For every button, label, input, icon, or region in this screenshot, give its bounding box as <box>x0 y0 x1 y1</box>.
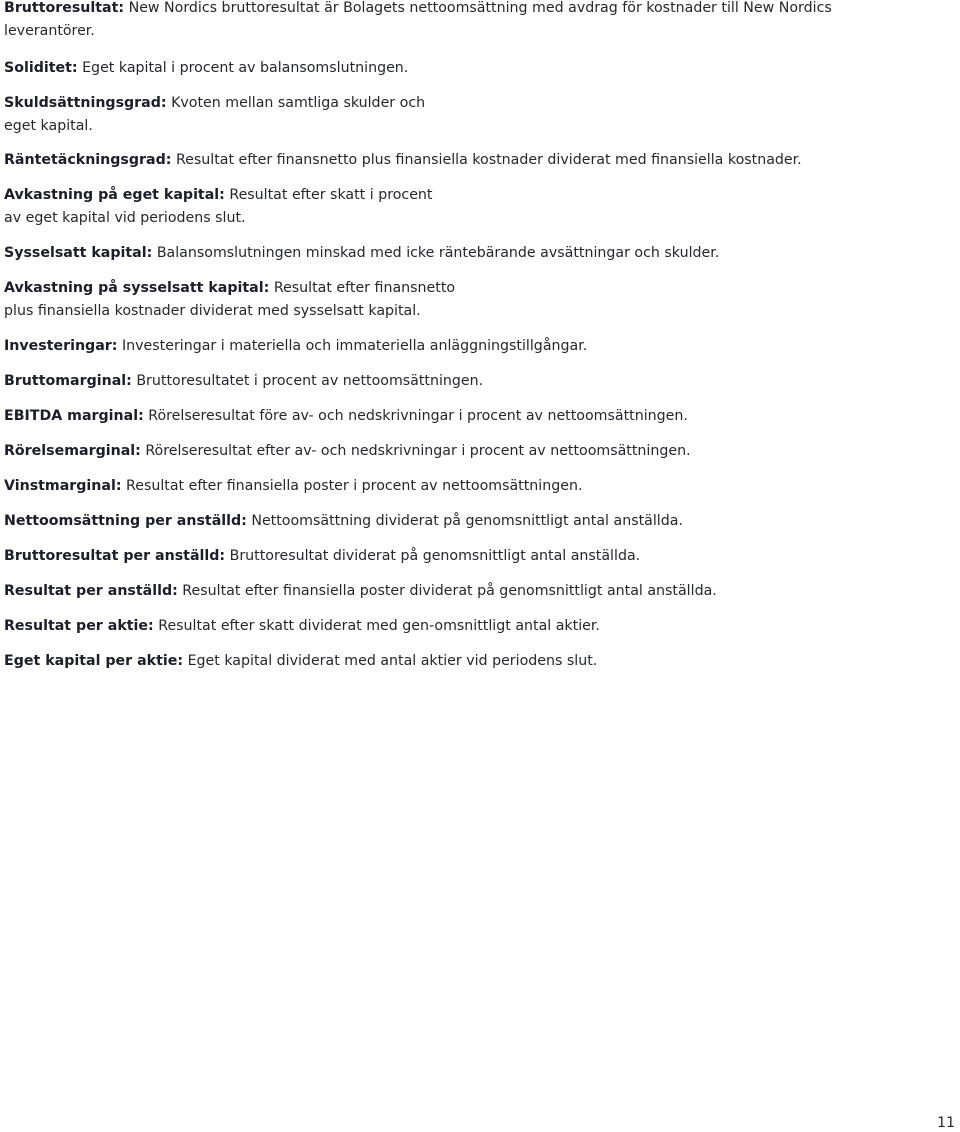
definition-soliditet <box>4 57 884 80</box>
definition-term: Resultat per anställd: <box>4 583 178 599</box>
definition-term: Eget kapital per aktie: <box>4 653 184 669</box>
definition-text: Eget kapital dividerat med antal aktier vid periodens slut. <box>187 653 598 669</box>
definition-term: Bruttoresultat: <box>4 0 125 16</box>
definition-ebitda-marginal <box>4 405 884 428</box>
definition-term: Avkastning på sysselsatt kapital: <box>4 280 270 296</box>
definition-text: Resultat efter finansnetto plus finansiella kostnader dividerat med finansiella kostnader. <box>175 152 802 168</box>
definition-text: Rörelseresultat före av- och nedskrivningar i procent av nettoomsättningen. <box>148 408 688 424</box>
definition-text: Resultat efter finansiella poster dividerat på genomsnittligt antal anställda. <box>182 583 717 599</box>
definition-term: Sysselsatt kapital: <box>4 245 153 261</box>
definition-bruttoresultat-per-anstalld <box>4 545 884 568</box>
definition-term: Räntetäckningsgrad: <box>4 152 172 168</box>
definition-text: Bruttoresultatet i procent av nettoomsättningen. <box>136 373 484 389</box>
definition-text: Resultat efter skatt i procent <box>229 187 433 203</box>
definition-term: Rörelsemarginal: <box>4 443 141 459</box>
definition-term: Bruttoresultat per anställd: <box>4 548 226 564</box>
definition-text: Balansomslutningen minskad med icke räntebärande avsättningar och skulder. <box>156 245 720 261</box>
definition-term: EBITDA marginal: <box>4 408 144 424</box>
definition-bruttomarginal <box>4 370 884 393</box>
definition-avkastning-eget-kapital <box>4 184 884 230</box>
definition-text-continued: av eget kapital vid periodens slut. <box>4 210 246 226</box>
definition-text-continued: eget kapital. <box>4 118 93 134</box>
definition-text: Resultat efter finansiella poster i procent av nettoomsättningen. <box>126 478 583 494</box>
definition-rorelsemarginal <box>4 440 884 463</box>
definition-term: Bruttomarginal: <box>4 373 132 389</box>
definition-text: Kvoten mellan samtliga skulder och <box>171 95 426 111</box>
definition-text: Bruttoresultat dividerat på genomsnittligt antal anställda. <box>229 548 641 564</box>
definition-term: Vinstmarginal: <box>4 478 122 494</box>
definition-text: Eget kapital i procent av balansomslutningen. <box>82 60 409 76</box>
definition-eget-kapital-per-aktie <box>4 650 884 673</box>
definition-term: Nettoomsättning per anställd: <box>4 513 247 529</box>
definition-text: Rörelseresultat efter av- och nedskrivningar i procent av nettoomsättningen. <box>145 443 691 459</box>
definition-resultat-per-anstalld <box>4 580 884 603</box>
definition-text: Nettoomsättning dividerat på genomsnittligt antal anställda. <box>251 513 683 529</box>
definition-text: Resultat efter skatt dividerat med gen-omsnittligt antal aktier. <box>158 618 600 634</box>
definition-rantetackningsgrad <box>4 149 884 172</box>
definition-text: Investeringar i materiella och immateriella anläggningstillgångar. <box>121 338 588 354</box>
definition-investeringar <box>4 335 884 358</box>
definition-text: Resultat efter finansnetto <box>273 280 456 296</box>
definition-term: Avkastning på eget kapital: <box>4 187 225 203</box>
definition-bruttoresultat <box>4 0 884 43</box>
definition-resultat-per-aktie <box>4 615 884 638</box>
definition-term: Resultat per aktie: <box>4 618 154 634</box>
definition-vinstmarginal <box>4 475 884 498</box>
definition-text: New Nordics bruttoresultat är Bolagets nettoomsättning med avdrag för kostnader till New Nordics <box>128 0 832 16</box>
definition-term: Soliditet: <box>4 60 78 76</box>
definition-text-continued: leverantörer. <box>4 23 95 39</box>
definition-nettoomsattning-per-anstalld <box>4 510 884 533</box>
definition-term: Investeringar: <box>4 338 118 354</box>
page-number: 11 <box>937 1115 955 1131</box>
definition-skuldsattningsgrad <box>4 92 884 138</box>
definition-text-continued: plus finansiella kostnader dividerat med sysselsatt kapital. <box>4 303 421 319</box>
definition-sysselsatt-kapital <box>4 242 884 265</box>
definition-term: Skuldsättningsgrad: <box>4 95 167 111</box>
definition-avkastning-sysselsatt-kapital <box>4 277 884 323</box>
